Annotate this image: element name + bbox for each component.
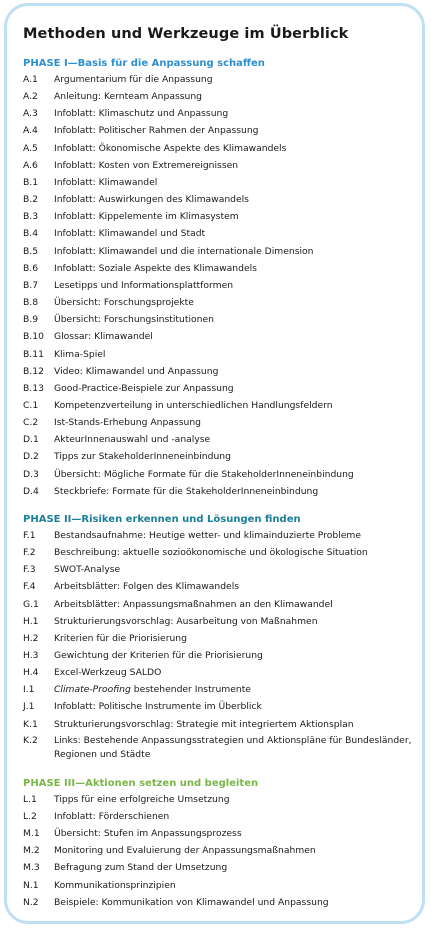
list-item: [23, 346, 423, 363]
item-text: Lesetipps und Informationsplattformen: [54, 279, 234, 291]
item-text: Arbeitsblätter: Folgen des Klimawandels: [54, 581, 240, 593]
list-item: [23, 225, 423, 242]
list-item: [23, 380, 423, 397]
list-item: [23, 277, 423, 294]
list-item: [23, 859, 423, 876]
item-text: AkteurInnenauswahl und -analyse: [54, 434, 211, 446]
item-text: Video: Klimawandel und Anpassung: [54, 365, 219, 377]
list-item: [23, 596, 423, 613]
item-code: K.2: [23, 734, 38, 746]
item-code: F.2: [23, 547, 36, 559]
list-item: [23, 397, 423, 414]
list-item: [23, 877, 423, 894]
item-text: Argumentarium für die Anpassung: [54, 74, 213, 85]
list-item: [23, 157, 423, 174]
list-item: [23, 431, 423, 448]
phase-section: [23, 777, 423, 911]
item-code: M.1: [23, 828, 40, 840]
item-code: B.13: [23, 382, 44, 394]
item-text: Links: Bestehende Anpassungsstrategien und Aktionspläne für Bundesländer, Regionen und Städte: [54, 734, 412, 760]
item-code: N.1: [23, 879, 39, 891]
item-code: N.2: [23, 896, 39, 908]
item-code: F.1: [23, 529, 36, 541]
list-item: [23, 466, 423, 483]
list-item: [23, 842, 423, 859]
item-text: Infoblatt: Politische Instrumente im Überblick: [54, 701, 262, 713]
phase-section: [23, 57, 423, 500]
list-item: [23, 414, 423, 431]
item-code: M.2: [23, 845, 40, 857]
item-code: B.7: [23, 279, 39, 291]
item-code: A.5: [23, 142, 38, 154]
item-text: Infoblatt: Auswirkungen des Klimawandels: [54, 194, 249, 206]
item-code: B.9: [23, 314, 39, 326]
item-text: Excel-Werkzeug SALDO: [54, 667, 162, 679]
item-code: L.2: [23, 810, 37, 822]
item-text: Tipps zur StakeholderInneneinbindung: [54, 451, 231, 463]
item-text: SWOT-Analyse: [54, 564, 121, 576]
item-text-rest: bestehender Instrumente: [130, 684, 251, 696]
item-code: D.2: [23, 451, 39, 463]
list-item: [23, 630, 423, 647]
item-text: Infoblatt: Kosten von Extremereignissen: [54, 159, 239, 171]
item-text: Infoblatt: Förderschienen: [54, 810, 170, 822]
item-code: C.1: [23, 399, 39, 411]
list-item: [23, 544, 423, 561]
item-code: G.1: [23, 598, 39, 610]
item-text: Infoblatt: Klimawandel und die internationale Dimension: [54, 245, 314, 257]
item-text: Ist-Stands-Erhebung Anpassung: [54, 417, 201, 429]
list-item: [23, 88, 423, 105]
item-text: Good-Practice-Beispiele zur Anpassung: [54, 382, 234, 394]
item-text: Übersicht: Forschungsprojekte: [54, 297, 194, 309]
item-code: C.2: [23, 417, 39, 429]
item-code: H.3: [23, 650, 39, 661]
list-item: [23, 733, 423, 764]
item-text: Übersicht: Stufen im Anpassungsprozess: [54, 828, 242, 840]
item-code: B.5: [23, 245, 39, 257]
list-item: [23, 122, 423, 139]
item-text: Kompetenzverteilung in unterschiedlichen Handlungsfeldern: [54, 399, 333, 411]
item-text-emphasis: Climate-Proofing: [54, 684, 131, 696]
item-text: Infoblatt: Klimawandel und Stadt: [54, 228, 206, 240]
item-text: Übersicht: Mögliche Formate für die StakeholderInneneinbindung: [54, 468, 354, 480]
list-item: [23, 311, 423, 328]
item-text: Beschreibung: aktuelle sozioökonomische und ökologische Situation: [54, 547, 368, 559]
item-code: A.3: [23, 108, 38, 120]
item-text: Strukturierungsvorschlag: Ausarbeitung von Maßnahmen: [54, 615, 318, 627]
list-item: [23, 527, 423, 544]
item-code: B.11: [23, 348, 44, 360]
item-code: B.1: [23, 176, 39, 188]
item-code: B.10: [23, 331, 44, 343]
item-text: Monitoring und Evaluierung der Anpassungsmaßnahmen: [54, 845, 316, 857]
item-text: Übersicht: Forschungsinstitutionen: [54, 314, 214, 326]
item-text: Anleitung: Kernteam Anpassung: [54, 91, 202, 103]
item-code: A.6: [23, 159, 38, 171]
item-code: J.1: [23, 701, 35, 713]
item-text: Gewichtung der Kriterien für die Priorisierung: [54, 650, 263, 661]
item-code: I.1: [23, 684, 35, 696]
item-text: Glossar: Klimawandel: [54, 331, 153, 343]
list-item: [23, 191, 423, 208]
item-code: B.6: [23, 262, 39, 274]
list-item: [23, 105, 423, 122]
item-code: H.2: [23, 632, 39, 644]
item-code: D.1: [23, 434, 39, 446]
item-code: K.1: [23, 718, 38, 730]
list-item: [23, 791, 423, 808]
list-item: [23, 260, 423, 277]
item-text: Steckbriefe: Formate für die StakeholderInneneinbindung: [54, 485, 319, 497]
list-item: [23, 578, 423, 595]
list-item: [23, 716, 423, 733]
item-code: L.1: [23, 793, 37, 805]
phase-heading: PHASE I—Basis für die Anpassung schaffen: [23, 58, 265, 69]
page-title: Methoden und Werkzeuge im Überblick: [23, 26, 349, 42]
list-item: [23, 561, 423, 578]
item-text: [54, 681, 423, 698]
item-code: H.1: [23, 615, 39, 627]
item-text: Befragung zum Stand der Umsetzung: [54, 862, 228, 874]
list-item: [23, 448, 423, 465]
list-item: [23, 243, 423, 260]
item-text: Klima-Spiel: [54, 348, 106, 360]
item-text: Infoblatt: Soziale Aspekte des Klimawandels: [54, 262, 257, 274]
item-code: B.3: [23, 211, 39, 223]
item-text: Infoblatt: Kippelemente im Klimasystem: [54, 211, 239, 223]
item-text: Arbeitsblätter: Anpassungsmaßnahmen an den Klimawandel: [54, 598, 333, 610]
list-item: [23, 698, 423, 715]
item-text: Bestandsaufnahme: Heutige wetter- und klimainduzierte Probleme: [54, 529, 362, 541]
item-code: F.4: [23, 581, 36, 593]
list-item: [23, 894, 423, 911]
phase-heading: PHASE III—Aktionen setzen und begleiten: [23, 777, 259, 789]
methods-list: [23, 57, 423, 911]
item-text: Infoblatt: Ökonomische Aspekte des Klimawandels: [54, 142, 287, 154]
item-code: B.12: [23, 365, 44, 377]
item-code: H.4: [23, 667, 39, 679]
list-item: [23, 71, 423, 88]
item-code: A.1: [23, 74, 38, 85]
item-text: Strukturierungsvorschlag: Strategie mit integriertem Aktionsplan: [54, 718, 354, 730]
item-text: Infoblatt: Politischer Rahmen der Anpassung: [54, 125, 259, 137]
list-item: [23, 174, 423, 191]
list-item: [23, 808, 423, 825]
phase-section: [23, 513, 423, 764]
item-code: A.4: [23, 125, 38, 137]
list-item: [23, 483, 423, 500]
list-item: [23, 825, 423, 842]
item-text: Kommunikationsprinzipien: [54, 879, 176, 891]
item-text: Infoblatt: Klimaschutz und Anpassung: [54, 108, 229, 120]
list-item: [23, 647, 423, 664]
list-item: [23, 664, 423, 681]
list-item: [23, 613, 423, 630]
item-code: F.3: [23, 564, 36, 576]
item-code: B.2: [23, 194, 39, 206]
item-text: Beispiele: Kommunikation von Klimawandel und Anpassung: [54, 896, 329, 908]
phase-heading: PHASE II—Risiken erkennen und Lösungen finden: [23, 513, 301, 525]
item-text: Tipps für eine erfolgreiche Umsetzung: [54, 793, 230, 805]
item-text: Kriterien für die Priorisierung: [54, 632, 187, 644]
item-code: M.3: [23, 862, 40, 874]
list-item: [23, 140, 423, 157]
item-code: D.3: [23, 468, 39, 480]
item-code: A.2: [23, 91, 38, 103]
item-text: Infoblatt: Klimawandel: [54, 176, 158, 188]
item-code: B.8: [23, 297, 39, 309]
item-code: D.4: [23, 485, 39, 497]
list-item: [23, 294, 423, 311]
list-item: [23, 681, 423, 698]
item-code: B.4: [23, 228, 39, 240]
list-item: [23, 208, 423, 225]
list-item: [23, 328, 423, 345]
list-item: [23, 363, 423, 380]
